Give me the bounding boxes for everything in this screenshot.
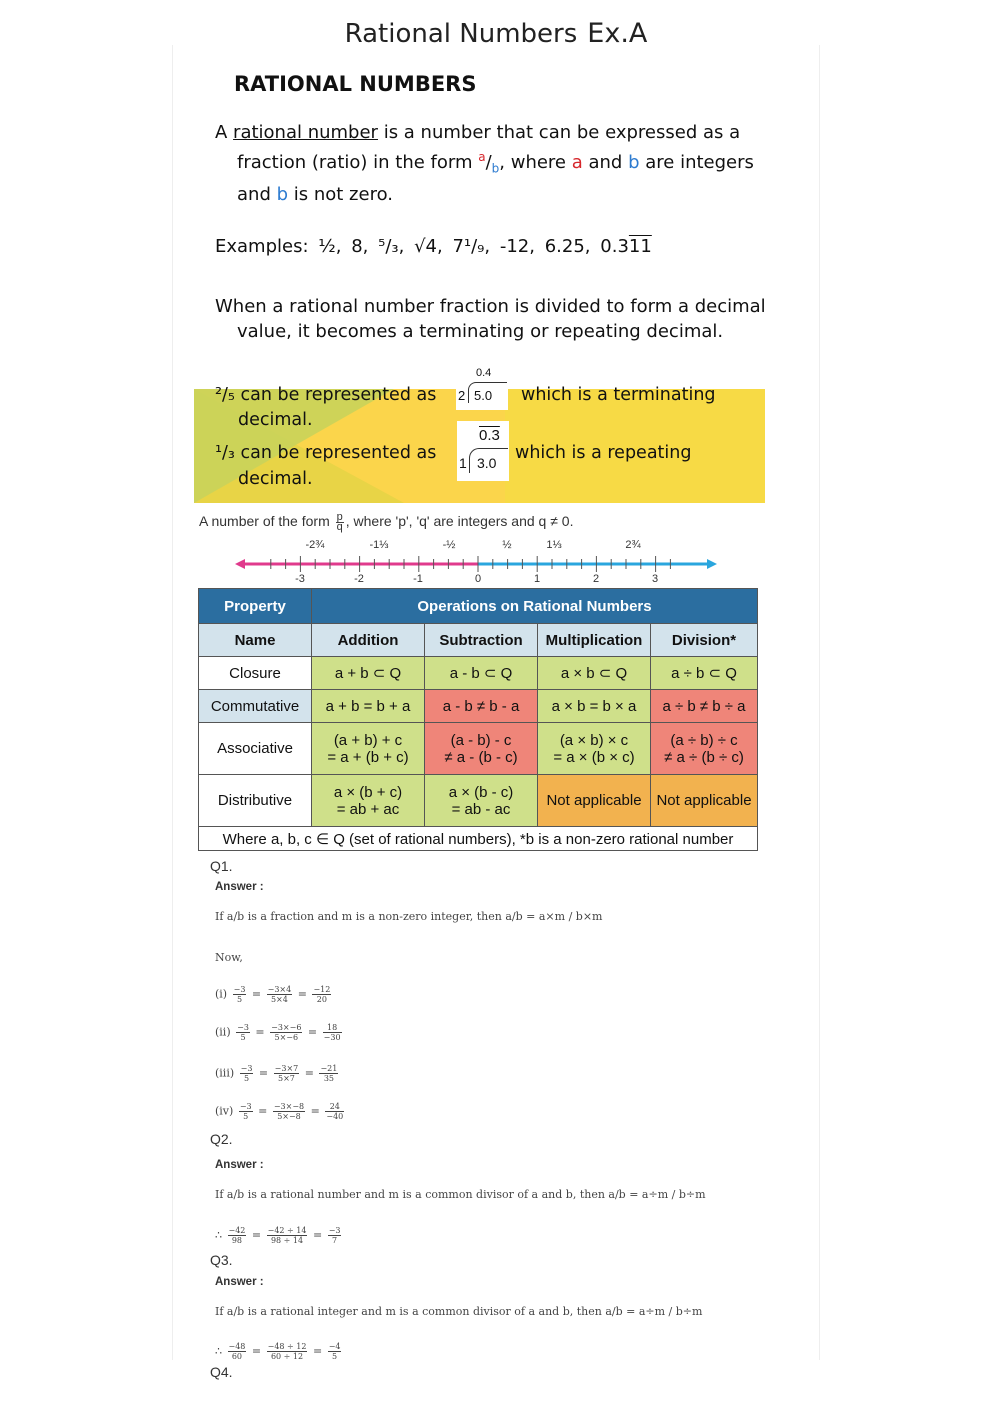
table-cell: (a × b) × c = a × (b × c): [538, 723, 651, 775]
table-cell: a × b = b × a: [538, 690, 651, 723]
col-subtraction: Subtraction: [425, 624, 538, 657]
point-label: 2¾: [625, 539, 641, 551]
number-line: [199, 528, 729, 588]
row-name: Associative: [199, 723, 312, 775]
section-heading: RATIONAL NUMBERS: [234, 72, 477, 96]
table-cell: Not applicable: [538, 775, 651, 827]
question-label: Q4.: [210, 1364, 233, 1380]
answer-label: Answer :: [215, 1159, 264, 1171]
band-row1-cont: decimal.: [238, 410, 313, 430]
long-division-repeating: 0.3 1 3.0: [457, 421, 509, 481]
point-label: -1⅓: [369, 539, 389, 551]
band-row2: ¹/₃ can be represented as: [215, 443, 437, 463]
tick-label: 0: [474, 573, 482, 585]
band-row2-cont: decimal.: [238, 469, 313, 489]
header-operations: Operations on Rational Numbers: [312, 589, 758, 624]
q2-intro: If a/b is a rational number and m is a common divisor of a and b, then a/b = a÷m / b÷m: [215, 1188, 706, 1201]
q3-calc: ∴ $\frac{-48}{60}$ = $\frac{-48 \div 12}{60 \div 12}$ = $\frac{-4}{5}$: [215, 1342, 341, 1361]
table-cell: a × b ⊂ Q: [538, 657, 651, 690]
question-label: Q3.: [210, 1252, 233, 1268]
col-multiplication: Multiplication: [538, 624, 651, 657]
header-property: Property: [199, 589, 312, 624]
long-division-terminating: 0.4 2 5.0: [456, 364, 508, 410]
tick-label: -1: [413, 573, 423, 585]
table-cell: (a + b) + c = a + (b + c): [312, 723, 425, 775]
table-row: [199, 657, 758, 690]
question-label: Q2.: [210, 1131, 233, 1147]
definition-paragraph: A rational number is a number that can be expressed as a fraction (ratio) in the form $^a/_b$, where a and b are integers and b is not zero.: [215, 122, 754, 205]
table-cell: a + b ⊂ Q: [312, 657, 425, 690]
table-cell: Not applicable: [651, 775, 758, 827]
table-cell: a × (b - c) = ab - ac: [425, 775, 538, 827]
band-row2-end: which is a repeating: [515, 443, 692, 463]
table-cell: a ÷ b ⊂ Q: [651, 657, 758, 690]
tick-label: 1: [533, 573, 541, 585]
table-cell: a + b = b + a: [312, 690, 425, 723]
row-name: Distributive: [199, 775, 312, 827]
repeating-digits: 11: [628, 236, 652, 257]
table-cell: a - b ⊂ Q: [425, 657, 538, 690]
q1-part: (i) $\frac{-3}{5}$ = $\frac{-3\times 4}{5\times 4}$ = $\frac{-12}{20}$: [215, 985, 331, 1004]
point-label: 1⅓: [546, 539, 562, 551]
table-footer-row: [199, 827, 758, 851]
table-cell: a - b ≠ b - a: [425, 690, 538, 723]
col-division: Division*: [651, 624, 758, 657]
tick-label: 2: [592, 573, 600, 585]
band-row1-end: which is a terminating: [521, 385, 716, 405]
tick-label: -3: [295, 573, 305, 585]
q3-intro: If a/b is a rational integer and m is a common divisor of a and b, then a/b = a÷m / b÷m: [215, 1305, 703, 1318]
q1-part: (ii) $\frac{-3}{5}$ = $\frac{-3\times-6}{5\times-6}$ = $\frac{18}{-30}$: [215, 1023, 341, 1042]
title-main: Rational Numbers: [344, 19, 578, 49]
answer-label: Answer :: [215, 1276, 264, 1288]
table-cell: (a ÷ b) ÷ c ≠ a ÷ (b ÷ c): [651, 723, 758, 775]
numberline-caption: A number of the form $\frac{p}{q}$ , where 'p', 'q' are integers and q ≠ 0.: [199, 511, 574, 533]
q1-part: (iv) $\frac{-3}{5}$ = $\frac{-3\times-8}{5\times-8}$ = $\frac{24}{-40}$: [215, 1102, 344, 1121]
tick-label: 3: [651, 573, 659, 585]
q1-now: Now,: [215, 951, 243, 964]
table-footer: Where a, b, c ∈ Q (set of rational numbers), *b is a non-zero rational number: [199, 827, 758, 851]
table-cell: a ÷ b ≠ b ÷ a: [651, 690, 758, 723]
decimal-note: When a rational number fraction is divided to form a decimal value, it becomes a terminating or repeating decimal.: [215, 296, 766, 342]
q2-calc: ∴ $\frac{-42}{98}$ = $\frac{-42 \div 14}{98 \div 14}$ = $\frac{-3}{7}$: [215, 1226, 341, 1245]
point-label: -½: [442, 539, 456, 551]
tick-label: -2: [354, 573, 364, 585]
question-label: Q1.: [210, 858, 233, 874]
point-label: -2¾: [305, 539, 325, 551]
rational-number-term: rational number: [233, 122, 378, 143]
col-name: Name: [199, 624, 312, 657]
table-row: [199, 690, 758, 723]
title-exercise: Ex.A: [587, 18, 648, 49]
q1-part: (iii) $\frac{-3}{5}$ = $\frac{-3\times 7}{5\times 7}$ = $\frac{-21}{35}$: [215, 1064, 338, 1083]
examples-line: Examples: ½, 8, ⁵/₃, √4, 7¹/₉, -12, 6.25, 0.311: [215, 236, 652, 257]
row-name: Commutative: [199, 690, 312, 723]
table-row: [199, 775, 758, 827]
band-row1: ²/₅ can be represented as: [215, 385, 437, 405]
properties-table: [198, 588, 758, 851]
table-cell: a × (b + c) = ab + ac: [312, 775, 425, 827]
q1-intro: If a/b is a fraction and m is a non-zero integer, then a/b = a×m / b×m: [215, 910, 603, 923]
table-row: [199, 723, 758, 775]
col-addition: Addition: [312, 624, 425, 657]
point-label: ½: [502, 539, 512, 551]
answer-label: Answer :: [215, 881, 264, 893]
table-cell: (a - b) - c ≠ a - (b - c): [425, 723, 538, 775]
row-name: Closure: [199, 657, 312, 690]
